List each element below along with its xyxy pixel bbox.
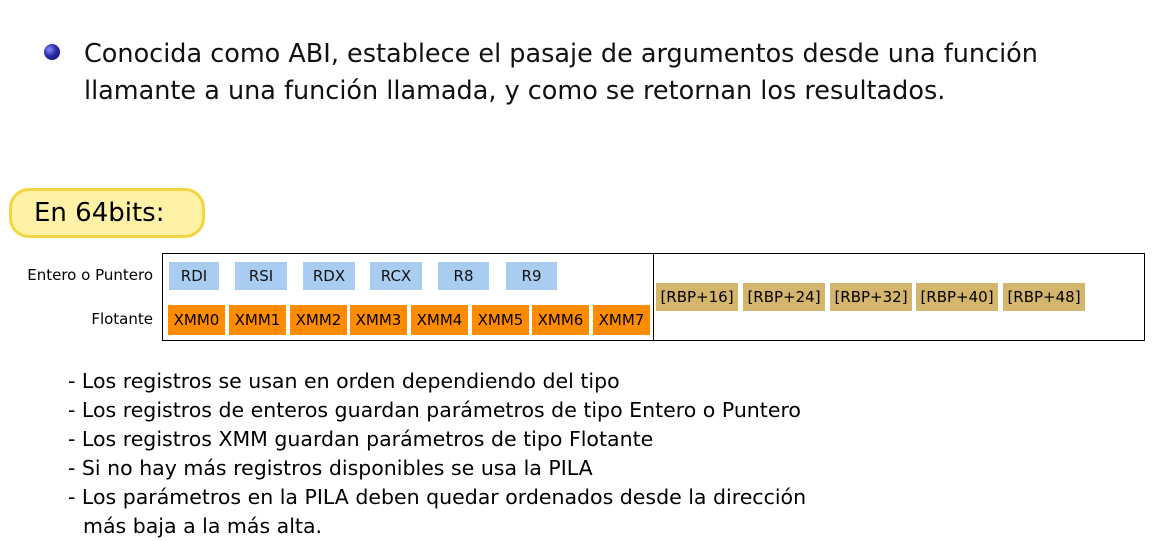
stack-slot-rbp16: [RBP+16] [656,283,738,311]
stack-slot-rbp40: [RBP+40] [916,283,998,311]
note-item: - Si no hay más registros disponibles se usa la PILA [68,456,593,480]
notes-list [68,367,806,541]
intro-line-1: Conocida como ABI, establece el pasaje de argumentos desde una función [84,39,1038,69]
int-register-rsi: RSI [235,262,287,290]
float-register-xmm2: XMM2 [290,305,347,335]
int-register-rdi: RDI [169,262,219,290]
row-label-int: Entero o Puntero [27,266,153,284]
intro-text [84,36,1104,110]
bullet-ball-icon [44,44,60,60]
float-register-xmm3: XMM3 [350,305,407,335]
note-item: - Los registros XMM guardan parámetros de tipo Flotante [68,427,654,451]
float-register-xmm1: XMM1 [229,305,286,335]
stack-slot-rbp32: [RBP+32] [830,283,912,311]
int-register-rcx: RCX [370,262,422,290]
intro-bullet [44,36,1104,110]
note-item: - Los registros se usan en orden dependiendo del tipo [68,369,620,393]
float-register-xmm5: XMM5 [472,305,529,335]
int-register-r8: R8 [438,262,489,290]
note-item-continuation: más baja a la más alta. [83,514,323,538]
intro-line-2: llamante a una función llamada, y como se retornan los resultados. [84,76,946,106]
stack-slot-rbp24: [RBP+24] [743,283,825,311]
float-register-xmm7: XMM7 [593,305,650,335]
float-register-xmm4: XMM4 [411,305,468,335]
row-label-float: Flotante [91,310,153,328]
int-register-r9: R9 [506,262,557,290]
note-item: - Los registros de enteros guardan parámetros de tipo Entero o Puntero [68,398,801,422]
note-item: - Los parámetros en la PILA deben quedar ordenados desde la dirección [68,485,807,509]
int-register-rdx: RDX [303,262,355,290]
float-register-xmm0: XMM0 [168,305,225,335]
float-register-xmm6: XMM6 [532,305,589,335]
stack-slot-rbp48: [RBP+48] [1003,283,1085,311]
section-badge: En 64bits: [9,188,205,238]
